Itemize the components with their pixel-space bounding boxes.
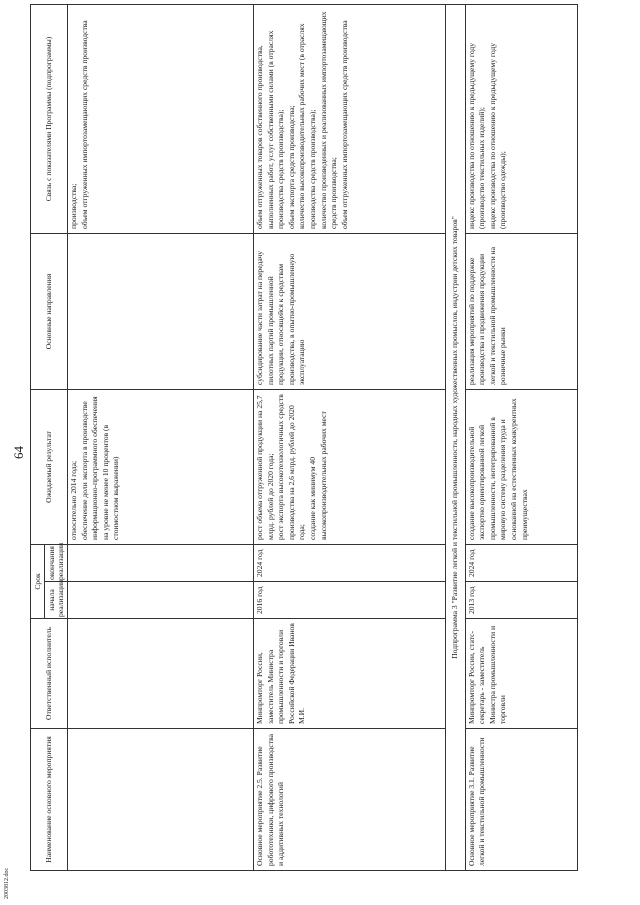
header-executor: Ответственный исполнитель [31,619,68,729]
result-line: создание как минимум 40 высокопроизводительных рабочих мест [307,411,328,540]
cell-result [254,389,446,544]
result-line: рост экспорта высокотехнологичных средств производства на 2,6 млрд. рублей до 2020 года; [276,394,307,540]
header-name: Наименование основного мероприятия [31,729,68,871]
subprogram-title: Подпрограмма 3 "Развитие легкой и текстильной промышленности, народных художественных промыслов, индустрии детских товаров" [446,4,466,870]
cell-result [68,389,254,544]
header-start: начала реализации [45,582,68,619]
cell-indicators [68,4,254,233]
indicator-line: индекс производства по отношению к предыдущему году (производство одежды); [487,42,508,229]
cell-indicators [254,4,446,233]
indicator-line: производства; [69,183,78,229]
cell-executor: Минпромторг России, статс-секретарь - заместитель Министра промышленности и торговли [465,619,577,729]
result-line: рост объема отгруженной продукции на 25,7 млрд. рублей до 2020 года; [255,395,275,540]
cell-directions [68,233,254,389]
indicator-line: количество высокопроизводительных рабочих мест (в отраслях производства средств производства); [297,23,317,229]
cell-executor [68,619,254,729]
header-directions: Основные направления [31,233,68,389]
cell-end [68,544,254,581]
cell-end: 2024 год [465,544,577,581]
header-row [31,4,45,870]
cell-directions: реализация мероприятий по поддержке производства и продвижения продукции легкой и текстильной промышленности на розничные рынки [465,233,577,389]
indicator-line: объем отгруженных импортозамещающих средств производства [339,20,349,229]
indicator-line: объем отгруженных импортозамещающих средств производства [79,20,89,229]
header-result: Ожидаемый результат [31,389,68,544]
table-row [68,4,254,870]
cell-name [68,729,254,871]
cell-start: 2013 год [465,582,577,619]
indicator-line: объем отгруженных товаров собственного производства, выполненных работ, услуг собственными силами (в отраслях производства средств производства); [255,30,286,229]
indicator-line: объем экспорта средств производства; [286,105,296,229]
table-row [254,4,446,870]
cell-executor: Минпромторг России, заместитель Министра промышленности и торговли Российской Федерации Иванов М.И. [254,619,446,729]
cell-name: Основное мероприятие 2.5. Развитие робототехники, цифрового производства и аддитивных технологий [254,729,446,871]
result-line: обеспечение доли экспорта в производстве информационно-программного обеспечения на уровне не менее 10 процентов (в стоимостном выражении) [79,396,121,540]
subprogram-row [446,4,466,870]
page-number: 64 [11,446,26,459]
indicator-line: индекс производства по отношению к предыдущему году (производство текстильных изделий); [466,42,487,229]
file-code: 2003812.doc [4,867,10,899]
header-end: окончания реализации [45,544,68,581]
header-term: Срок [31,544,45,618]
table-row [465,4,577,870]
cell-indicators [465,4,577,233]
measures-table [30,4,578,871]
cell-start: 2016 год [254,582,446,619]
cell-start [68,582,254,619]
header-indicators: Связь с показателями Программы (подпрограммы) [31,4,68,233]
cell-directions: субсидирование части затрат на передачу пилотных партий промышленной продукции, относящейся к средствам производства, в опытно-промышленную эксплуатацию [254,233,446,389]
cell-name: Основное мероприятие 3.1. Развитие легкой и текстильной промышленности [465,729,577,871]
cell-result: создание высокопроизводительной экспортно ориентированной легкой промышленности, интегрированной в мировую систему разделения труда и основанной на естественных конкурентных преимуществах [465,389,577,544]
indicator-line: количество произведенных и реализованных импортозамещающих средств производства; [318,11,339,229]
result-line: относительно 2014 года; [69,460,78,540]
cell-end: 2024 год [254,544,446,581]
